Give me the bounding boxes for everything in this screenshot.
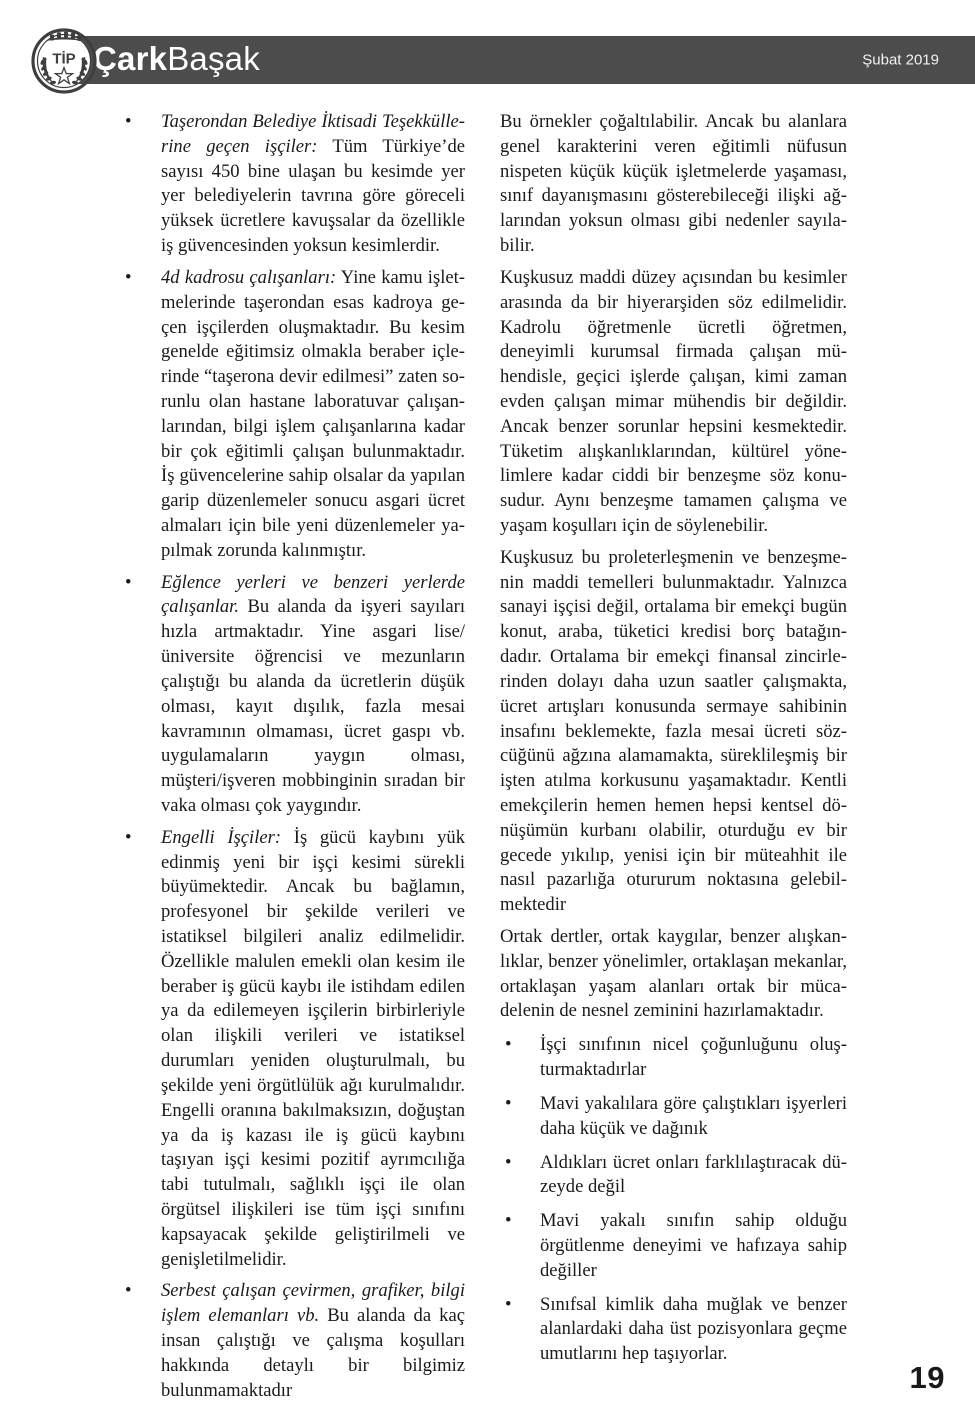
list-item [118, 571, 465, 819]
list-item-text: Sınıfsal kimlik daha muğlak ve benzer alanlardaki daha üst pozisyonlara geçme umutlarını hep taşıyorlar. [540, 1293, 847, 1365]
list-item-text: Mavi yakalı sınıfın sahip olduğu örgütlenme deneyimi ve hafızaya sahip değiller [540, 1210, 847, 1281]
list-item [500, 1151, 847, 1201]
publication-title-light: Başak [167, 40, 260, 78]
paragraph: Kuşkusuz maddi düzey açısından bu kesimler arasında da bir hiyerarşiden söz edilmelidir. Kadrolu öğretmenle ücretli öğretmen, deneyimli kurumsal firmada çalışan mühendisle, geçici işlerde çalışan, kimi zaman evden çalışan mimar mühendis bir değildir. Ancak benzer sorunlar hepsini kesmektedir. Tüketim alışkanlıklarından, kültürel yönelimlere kadar ciddi bir benzeşme söz konusudur. Aynı benzeşme tamamen çalışma ve yaşam koşulları için de söylenebilir. [500, 266, 847, 536]
bullet-glyph: • [125, 571, 132, 593]
list-item-text [161, 266, 465, 564]
list-item [118, 826, 465, 1273]
list-item-text [161, 826, 465, 1273]
list-item [500, 1209, 847, 1283]
bullet-glyph: • [505, 1293, 512, 1315]
list-item [500, 1293, 847, 1367]
list-item-lead: Eğlence yerleri ve benzeri yerlerde çalışanlar. [161, 571, 465, 618]
bullet-glyph: • [125, 111, 132, 132]
tip-party-emblem-icon [30, 27, 98, 95]
bullet-glyph: • [505, 1034, 512, 1056]
list-item [118, 110, 465, 259]
list-item-text: İşçi sınıfının nicel çoğunluğunu oluşturmaktadırlar [540, 1034, 847, 1081]
list-item-body: Bu alanda da işyeri sayıları hızla artmaktadır. Yine asgari lise/üniversite öğrencisi ve mezunların çalıştığı bu alanda da ücretlerin düşük olması, kayıt dışılık, fazla mesai kavramının olmaması, ücret gaspı vb. uygulamaların yaygın olması, müşteri/işveren mobbinginin sıradan bir vaka olması çok yaygındır. [161, 596, 465, 816]
list-item-lead: Engelli İşçiler: [161, 826, 282, 848]
masthead-bar [30, 36, 975, 84]
list-item [500, 1092, 847, 1142]
logo-text: TİP [52, 50, 76, 68]
list-item-text [161, 571, 465, 819]
publication-title [93, 40, 260, 78]
bullet-glyph: • [505, 1210, 512, 1232]
list-item-text: Mavi yakalılara göre çalıştıkları işyerleri daha küçük ve dağınık [540, 1092, 847, 1139]
left-bullet-list [118, 110, 465, 1403]
list-item-lead: Taşerondan Belediye İktisadi Teşekküllerine geçen işçiler: [161, 111, 465, 157]
right-bullet-list [500, 1033, 847, 1367]
bullet-glyph: • [125, 1280, 132, 1302]
bullet-glyph: • [505, 1092, 512, 1114]
list-item-body: İş gücü kaybını yük edinmiş yeni bir işçi kesimi sürekli büyümektedir. Ancak bu bağlamın, profesyonel bir şekilde verileri ve istatiksel bilgileri analiz edilmelidir. Özellikle malulen emekli olan kesim ile beraber iş gücü kaybı ile istihdam edilen ya da edilemeyen işçilerin birbirleriyle olan ilişkili verileri ve istatiksel durumları yeniden oluşturulmalı, bu şekilde yeni örgütlülük ağı kurulmalıdır. Engelli oranına bakılmaksızın, doğuştan ya da iş kazası ile iş gücü kaybını taşıyan işçi kesimi pozitif ayrımcılığa tabi tutulmalı, sağlıklı işçi ile olan örgütsel ilişkileri ise tüm işçi sınıfını kapsayacak şekilde geliştirilmeli ve genişletilmelidir. [161, 826, 466, 1270]
page-number: 19 [909, 1360, 945, 1395]
issue-date: Şubat 2019 [862, 51, 939, 69]
list-item-body: Bu alanda da kaç insan çalıştığı ve çalışma koşulları hakkında detaylı bir bilgimiz bulunmamaktadır [161, 1305, 465, 1401]
list-item-body: Tüm Türkiye’de sayısı 450 bine ulaşan bu kesimde yer yer belediyelerin tavrına göre göreceli yüksek ücretlere kavuşsalar da özellikle iş güvencesinden yoksun kesimlerdir. [161, 135, 465, 257]
bullet-glyph: • [125, 826, 132, 848]
list-item [118, 1279, 465, 1403]
list-item-body: Yine kamu işletmelerinde taşerondan esas kadroya geçen işçilerden oluşmaktadır. Bu kesim genelde eğitimsiz olmakla beraber içlerinde “taşerona devir edilmesi” zaten sorunlu olan hastane laboratuvar çalışanlarından, bilgi işlem çalışanlarına kadar bir çok eğitimli çalışan bulunmaktadır. İş güvencelerine sahip olsalar da yapılan garip düzenlemeler sonucu asgari ücret almaları için bile yeni düzenlemeler yapılmak zorunda kalınmıştır. [161, 266, 465, 561]
list-item-text: Aldıkları ücret onları farklılaştıracak düzeyde değil [540, 1151, 847, 1198]
bullet-glyph: • [505, 1151, 512, 1173]
list-item-text [161, 1279, 465, 1403]
left-column [118, 110, 465, 1403]
bullet-glyph: • [125, 266, 132, 288]
list-item [118, 266, 465, 564]
right-column [500, 110, 847, 1376]
list-item [500, 1033, 847, 1083]
list-item-lead: 4d kadrosu çalışanları: [161, 266, 337, 288]
paragraph: Bu örnekler çoğaltılabilir. Ancak bu alanlara genel karakterini veren eğitimli nüfusun nispeten küçük küçük işletmelerde yaşaması, sınıf dayanışmasını gösterebileceği ilişki ağlarından yoksun olması gibi nedenler sayılabilir. [500, 111, 847, 257]
publication-title-bold: Çark [93, 40, 168, 78]
paragraph: Ortak dertler, ortak kaygılar, benzer alışkanlıklar, benzer yönelimler, ortaklaşan mekanlar, ortaklaşan yaşam alanları ortak bir mücadelenin de nesnel zeminini hazırlamaktadır. [500, 926, 847, 1022]
paragraph: Kuşkusuz bu proleterleşmenin ve benzeşmenin maddi temelleri bulunmaktadır. Yalnızca sanayi işçisi değil, ortalama bir emekçi bugün konut, araba, tüketici kredisi borç batağındadır. Ortalama bir emekçi finansal zincirlerinden dolayı daha uzun saatler çalışmakta, ücret artışları konusunda sermaye sahibinin insafını beklemekte, fazla mesai ücreti sözcüğünü ağzına alamamakta, süreklileşmiş bir işten atılma korkusunu yaşamaktadır. Kentli emekçilerin hemen hemen hepsi kentsel dönüşümün kurbanı olabilir, oturduğu ev bir gecede yıkılıp, yenisi için bir müteahhit ile nasıl pazarlığa otururum noktasına gelebilmektedir [500, 546, 847, 916]
list-item-lead: Serbest çalışan çevirmen, grafiker, bilgi işlem elemanları vb. [161, 1280, 465, 1327]
list-item-text [161, 110, 465, 259]
